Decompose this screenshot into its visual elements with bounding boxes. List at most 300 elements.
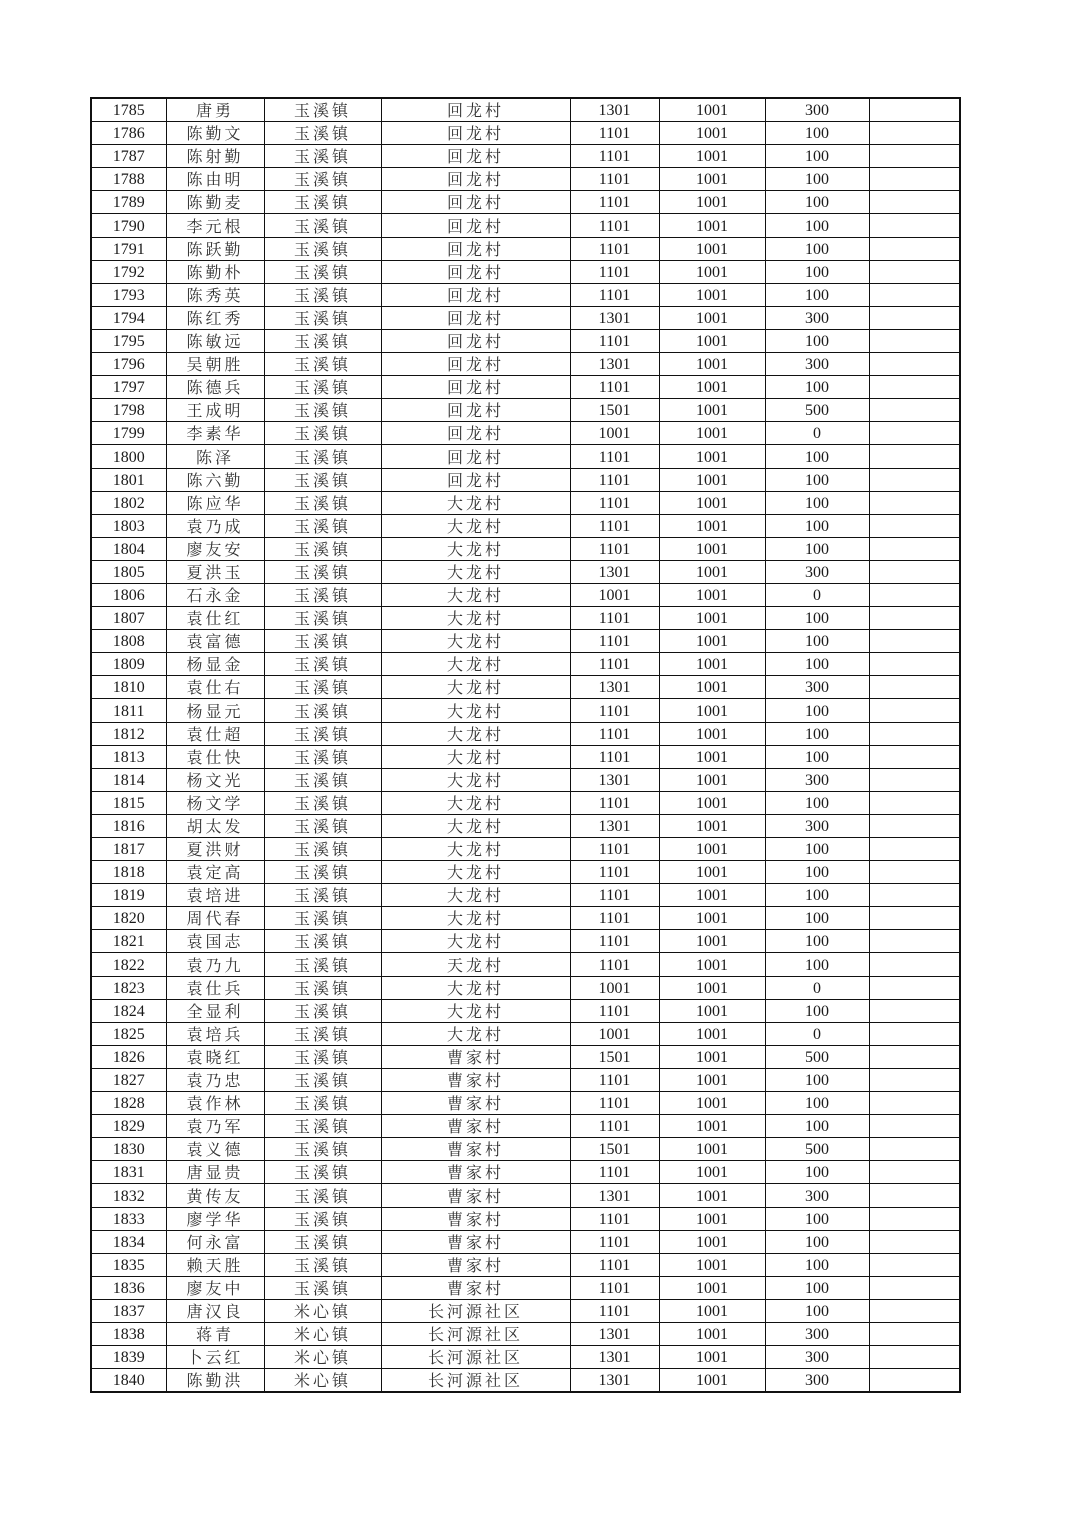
cell-person-name: 陈由明 [166, 168, 264, 191]
cell-code-a: 1501 [570, 399, 659, 422]
cell-code-b: 1001 [659, 768, 765, 791]
cell-amount: 100 [765, 145, 869, 168]
cell-serial-number: 1807 [91, 607, 166, 630]
table-row [91, 376, 960, 399]
cell-amount: 100 [765, 930, 869, 953]
cell-code-a: 1101 [570, 468, 659, 491]
cell-note [869, 653, 960, 676]
cell-code-b: 1001 [659, 514, 765, 537]
cell-serial-number: 1799 [91, 422, 166, 445]
cell-code-a: 1101 [570, 999, 659, 1022]
cell-code-b: 1001 [659, 1299, 765, 1322]
cell-note [869, 722, 960, 745]
cell-amount: 300 [765, 1369, 869, 1393]
cell-town: 玉溪镇 [264, 953, 381, 976]
cell-village: 回龙村 [381, 468, 570, 491]
cell-code-a: 1101 [570, 1068, 659, 1091]
cell-person-name: 石永金 [166, 583, 264, 606]
cell-code-a: 1101 [570, 537, 659, 560]
cell-code-b: 1001 [659, 1322, 765, 1345]
cell-code-b: 1001 [659, 1045, 765, 1068]
cell-amount: 100 [765, 376, 869, 399]
cell-serial-number: 1836 [91, 1276, 166, 1299]
cell-person-name: 陈泽 [166, 445, 264, 468]
cell-serial-number: 1817 [91, 838, 166, 861]
cell-note [869, 1045, 960, 1068]
cell-person-name: 袁乃成 [166, 514, 264, 537]
cell-village: 曹家村 [381, 1230, 570, 1253]
cell-amount: 100 [765, 722, 869, 745]
cell-village: 回龙村 [381, 376, 570, 399]
table-row [91, 1322, 960, 1345]
cell-code-a: 1101 [570, 745, 659, 768]
cell-town: 玉溪镇 [264, 630, 381, 653]
cell-village: 大龙村 [381, 861, 570, 884]
cell-person-name: 袁富德 [166, 630, 264, 653]
cell-code-b: 1001 [659, 884, 765, 907]
cell-town: 玉溪镇 [264, 1276, 381, 1299]
cell-serial-number: 1795 [91, 329, 166, 352]
cell-person-name: 陈六勤 [166, 468, 264, 491]
cell-note [869, 306, 960, 329]
cell-code-b: 1001 [659, 537, 765, 560]
cell-serial-number: 1813 [91, 745, 166, 768]
cell-village: 回龙村 [381, 399, 570, 422]
cell-village: 回龙村 [381, 260, 570, 283]
cell-town: 玉溪镇 [264, 838, 381, 861]
cell-code-a: 1301 [570, 814, 659, 837]
cell-person-name: 陈跃勤 [166, 237, 264, 260]
cell-person-name: 陈应华 [166, 491, 264, 514]
table-row [91, 422, 960, 445]
cell-code-a: 1101 [570, 884, 659, 907]
cell-serial-number: 1831 [91, 1161, 166, 1184]
cell-serial-number: 1826 [91, 1045, 166, 1068]
cell-village: 回龙村 [381, 214, 570, 237]
cell-serial-number: 1806 [91, 583, 166, 606]
cell-note [869, 768, 960, 791]
cell-code-a: 1001 [570, 1022, 659, 1045]
cell-town: 玉溪镇 [264, 814, 381, 837]
cell-code-a: 1101 [570, 122, 659, 145]
cell-serial-number: 1830 [91, 1138, 166, 1161]
cell-serial-number: 1810 [91, 676, 166, 699]
table-row [91, 1207, 960, 1230]
cell-note [869, 1068, 960, 1091]
cell-amount: 0 [765, 976, 869, 999]
cell-amount: 100 [765, 884, 869, 907]
cell-town: 玉溪镇 [264, 445, 381, 468]
cell-code-b: 1001 [659, 1230, 765, 1253]
cell-code-b: 1001 [659, 791, 765, 814]
table-row [91, 653, 960, 676]
cell-code-a: 1301 [570, 1184, 659, 1207]
cell-person-name: 唐勇 [166, 98, 264, 122]
cell-village: 长河源社区 [381, 1369, 570, 1393]
cell-village: 回龙村 [381, 283, 570, 306]
cell-town: 玉溪镇 [264, 1138, 381, 1161]
cell-town: 玉溪镇 [264, 514, 381, 537]
cell-village: 大龙村 [381, 560, 570, 583]
cell-amount: 0 [765, 1022, 869, 1045]
cell-amount: 100 [765, 653, 869, 676]
cell-village: 大龙村 [381, 907, 570, 930]
cell-code-b: 1001 [659, 560, 765, 583]
cell-note [869, 1184, 960, 1207]
cell-code-b: 1001 [659, 1068, 765, 1091]
cell-note [869, 745, 960, 768]
cell-code-a: 1101 [570, 237, 659, 260]
cell-code-b: 1001 [659, 399, 765, 422]
cell-village: 长河源社区 [381, 1299, 570, 1322]
table-row [91, 1115, 960, 1138]
table-row [91, 699, 960, 722]
cell-code-a: 1101 [570, 607, 659, 630]
cell-code-b: 1001 [659, 930, 765, 953]
cell-serial-number: 1819 [91, 884, 166, 907]
cell-person-name: 卜云红 [166, 1346, 264, 1369]
table-row [91, 468, 960, 491]
cell-serial-number: 1827 [91, 1068, 166, 1091]
cell-code-b: 1001 [659, 722, 765, 745]
cell-note [869, 376, 960, 399]
cell-code-a: 1101 [570, 1299, 659, 1322]
cell-person-name: 何永富 [166, 1230, 264, 1253]
cell-serial-number: 1796 [91, 353, 166, 376]
cell-amount: 100 [765, 1230, 869, 1253]
cell-amount: 300 [765, 1346, 869, 1369]
cell-code-a: 1301 [570, 98, 659, 122]
cell-person-name: 唐汉良 [166, 1299, 264, 1322]
table-row [91, 537, 960, 560]
cell-code-b: 1001 [659, 191, 765, 214]
cell-serial-number: 1787 [91, 145, 166, 168]
cell-code-b: 1001 [659, 283, 765, 306]
cell-note [869, 214, 960, 237]
cell-note [869, 814, 960, 837]
cell-code-a: 1101 [570, 699, 659, 722]
cell-code-b: 1001 [659, 468, 765, 491]
cell-person-name: 袁仕快 [166, 745, 264, 768]
cell-town: 玉溪镇 [264, 884, 381, 907]
cell-person-name: 袁作林 [166, 1092, 264, 1115]
cell-amount: 300 [765, 1184, 869, 1207]
cell-code-a: 1101 [570, 1276, 659, 1299]
roster-table [90, 97, 961, 1393]
table-row [91, 353, 960, 376]
cell-serial-number: 1812 [91, 722, 166, 745]
cell-note [869, 283, 960, 306]
cell-serial-number: 1833 [91, 1207, 166, 1230]
cell-code-b: 1001 [659, 630, 765, 653]
cell-person-name: 袁乃忠 [166, 1068, 264, 1091]
cell-serial-number: 1805 [91, 560, 166, 583]
cell-amount: 100 [765, 468, 869, 491]
cell-village: 回龙村 [381, 445, 570, 468]
cell-amount: 100 [765, 191, 869, 214]
cell-serial-number: 1828 [91, 1092, 166, 1115]
cell-village: 天龙村 [381, 953, 570, 976]
cell-serial-number: 1791 [91, 237, 166, 260]
cell-amount: 500 [765, 1138, 869, 1161]
cell-town: 玉溪镇 [264, 214, 381, 237]
cell-village: 回龙村 [381, 306, 570, 329]
cell-village: 大龙村 [381, 976, 570, 999]
table-row [91, 1022, 960, 1045]
cell-note [869, 953, 960, 976]
cell-amount: 100 [765, 699, 869, 722]
cell-code-a: 1101 [570, 1115, 659, 1138]
cell-village: 回龙村 [381, 98, 570, 122]
cell-code-b: 1001 [659, 907, 765, 930]
cell-village: 大龙村 [381, 653, 570, 676]
cell-amount: 100 [765, 953, 869, 976]
table-row [91, 768, 960, 791]
cell-code-b: 1001 [659, 814, 765, 837]
table-row [91, 1068, 960, 1091]
cell-code-a: 1101 [570, 653, 659, 676]
cell-note [869, 191, 960, 214]
cell-code-a: 1101 [570, 145, 659, 168]
cell-note [869, 399, 960, 422]
cell-code-a: 1301 [570, 1322, 659, 1345]
cell-town: 玉溪镇 [264, 353, 381, 376]
cell-code-a: 1101 [570, 791, 659, 814]
cell-person-name: 黄传友 [166, 1184, 264, 1207]
table-row [91, 98, 960, 122]
cell-town: 玉溪镇 [264, 1045, 381, 1068]
cell-code-a: 1501 [570, 1138, 659, 1161]
cell-person-name: 杨文光 [166, 768, 264, 791]
cell-person-name: 陈德兵 [166, 376, 264, 399]
cell-note [869, 329, 960, 352]
cell-note [869, 491, 960, 514]
cell-serial-number: 1814 [91, 768, 166, 791]
cell-person-name: 李素华 [166, 422, 264, 445]
cell-person-name: 杨显金 [166, 653, 264, 676]
cell-village: 回龙村 [381, 353, 570, 376]
cell-village: 回龙村 [381, 145, 570, 168]
cell-code-a: 1101 [570, 191, 659, 214]
cell-code-b: 1001 [659, 699, 765, 722]
cell-person-name: 陈射勤 [166, 145, 264, 168]
cell-code-b: 1001 [659, 376, 765, 399]
table-row [91, 560, 960, 583]
cell-serial-number: 1838 [91, 1322, 166, 1345]
cell-amount: 100 [765, 260, 869, 283]
cell-amount: 300 [765, 98, 869, 122]
cell-village: 曹家村 [381, 1276, 570, 1299]
cell-amount: 500 [765, 1045, 869, 1068]
cell-note [869, 976, 960, 999]
cell-person-name: 陈秀英 [166, 283, 264, 306]
table-row [91, 583, 960, 606]
cell-town: 玉溪镇 [264, 560, 381, 583]
cell-person-name: 袁义德 [166, 1138, 264, 1161]
cell-note [869, 630, 960, 653]
cell-code-b: 1001 [659, 353, 765, 376]
cell-person-name: 袁仕兵 [166, 976, 264, 999]
cell-note [869, 122, 960, 145]
cell-serial-number: 1802 [91, 491, 166, 514]
cell-village: 大龙村 [381, 791, 570, 814]
cell-person-name: 夏洪玉 [166, 560, 264, 583]
table-row [91, 999, 960, 1022]
cell-village: 曹家村 [381, 1138, 570, 1161]
cell-code-b: 1001 [659, 838, 765, 861]
cell-code-b: 1001 [659, 583, 765, 606]
cell-town: 玉溪镇 [264, 122, 381, 145]
table-row [91, 1161, 960, 1184]
table-row [91, 214, 960, 237]
cell-code-b: 1001 [659, 1369, 765, 1393]
table-row [91, 676, 960, 699]
cell-person-name: 袁培兵 [166, 1022, 264, 1045]
cell-amount: 100 [765, 907, 869, 930]
cell-village: 大龙村 [381, 537, 570, 560]
cell-person-name: 陈敏远 [166, 329, 264, 352]
table-row [91, 1276, 960, 1299]
cell-code-b: 1001 [659, 237, 765, 260]
cell-amount: 100 [765, 283, 869, 306]
cell-town: 玉溪镇 [264, 422, 381, 445]
cell-code-a: 1101 [570, 283, 659, 306]
cell-amount: 100 [765, 168, 869, 191]
cell-serial-number: 1790 [91, 214, 166, 237]
cell-amount: 100 [765, 1207, 869, 1230]
cell-code-a: 1101 [570, 953, 659, 976]
cell-code-b: 1001 [659, 1115, 765, 1138]
cell-amount: 100 [765, 1276, 869, 1299]
cell-amount: 100 [765, 745, 869, 768]
cell-town: 玉溪镇 [264, 583, 381, 606]
table-row [91, 1230, 960, 1253]
cell-village: 曹家村 [381, 1161, 570, 1184]
cell-village: 大龙村 [381, 768, 570, 791]
cell-note [869, 583, 960, 606]
cell-town: 玉溪镇 [264, 1068, 381, 1091]
cell-code-b: 1001 [659, 953, 765, 976]
cell-person-name: 袁乃军 [166, 1115, 264, 1138]
cell-person-name: 廖友中 [166, 1276, 264, 1299]
cell-amount: 300 [765, 560, 869, 583]
cell-code-b: 1001 [659, 1022, 765, 1045]
cell-town: 玉溪镇 [264, 98, 381, 122]
cell-code-a: 1101 [570, 930, 659, 953]
cell-village: 大龙村 [381, 722, 570, 745]
cell-code-b: 1001 [659, 1161, 765, 1184]
cell-person-name: 陈勤麦 [166, 191, 264, 214]
cell-village: 大龙村 [381, 838, 570, 861]
cell-serial-number: 1801 [91, 468, 166, 491]
cell-person-name: 王成明 [166, 399, 264, 422]
table-row [91, 514, 960, 537]
cell-person-name: 夏洪财 [166, 838, 264, 861]
cell-person-name: 袁仕超 [166, 722, 264, 745]
cell-note [869, 422, 960, 445]
cell-person-name: 袁定高 [166, 861, 264, 884]
cell-village: 回龙村 [381, 191, 570, 214]
cell-code-a: 1101 [570, 1161, 659, 1184]
cell-code-a: 1001 [570, 583, 659, 606]
cell-note [869, 1346, 960, 1369]
cell-village: 长河源社区 [381, 1346, 570, 1369]
table-row [91, 722, 960, 745]
cell-serial-number: 1811 [91, 699, 166, 722]
cell-village: 大龙村 [381, 699, 570, 722]
cell-amount: 100 [765, 791, 869, 814]
cell-code-b: 1001 [659, 98, 765, 122]
cell-person-name: 陈勤文 [166, 122, 264, 145]
cell-town: 玉溪镇 [264, 237, 381, 260]
cell-person-name: 袁乃九 [166, 953, 264, 976]
table-row [91, 1138, 960, 1161]
cell-amount: 100 [765, 214, 869, 237]
cell-amount: 100 [765, 514, 869, 537]
cell-code-a: 1101 [570, 1092, 659, 1115]
cell-code-a: 1101 [570, 329, 659, 352]
table-row [91, 838, 960, 861]
cell-code-a: 1001 [570, 976, 659, 999]
cell-note [869, 1299, 960, 1322]
cell-amount: 0 [765, 583, 869, 606]
cell-amount: 300 [765, 353, 869, 376]
roster-table-body [91, 98, 960, 1392]
cell-note [869, 999, 960, 1022]
cell-amount: 100 [765, 630, 869, 653]
cell-amount: 300 [765, 768, 869, 791]
cell-code-b: 1001 [659, 122, 765, 145]
cell-serial-number: 1821 [91, 930, 166, 953]
cell-person-name: 廖友安 [166, 537, 264, 560]
table-row [91, 445, 960, 468]
cell-town: 玉溪镇 [264, 722, 381, 745]
cell-note [869, 930, 960, 953]
cell-serial-number: 1786 [91, 122, 166, 145]
cell-note [869, 1322, 960, 1345]
cell-town: 玉溪镇 [264, 930, 381, 953]
cell-code-b: 1001 [659, 999, 765, 1022]
cell-serial-number: 1793 [91, 283, 166, 306]
cell-town: 玉溪镇 [264, 1253, 381, 1276]
cell-serial-number: 1815 [91, 791, 166, 814]
cell-note [869, 1092, 960, 1115]
table-row [91, 191, 960, 214]
cell-code-a: 1301 [570, 353, 659, 376]
cell-serial-number: 1837 [91, 1299, 166, 1322]
cell-amount: 100 [765, 1092, 869, 1115]
cell-town: 米心镇 [264, 1299, 381, 1322]
table-row [91, 122, 960, 145]
cell-code-a: 1101 [570, 861, 659, 884]
cell-code-a: 1101 [570, 1253, 659, 1276]
cell-code-b: 1001 [659, 260, 765, 283]
cell-village: 大龙村 [381, 514, 570, 537]
cell-code-a: 1301 [570, 676, 659, 699]
cell-code-a: 1101 [570, 907, 659, 930]
cell-note [869, 1022, 960, 1045]
cell-person-name: 廖学华 [166, 1207, 264, 1230]
cell-town: 玉溪镇 [264, 791, 381, 814]
cell-amount: 100 [765, 1253, 869, 1276]
cell-code-b: 1001 [659, 653, 765, 676]
cell-code-a: 1101 [570, 376, 659, 399]
cell-code-a: 1301 [570, 306, 659, 329]
cell-person-name: 蒋青 [166, 1322, 264, 1345]
cell-note [869, 145, 960, 168]
cell-serial-number: 1816 [91, 814, 166, 837]
cell-serial-number: 1797 [91, 376, 166, 399]
